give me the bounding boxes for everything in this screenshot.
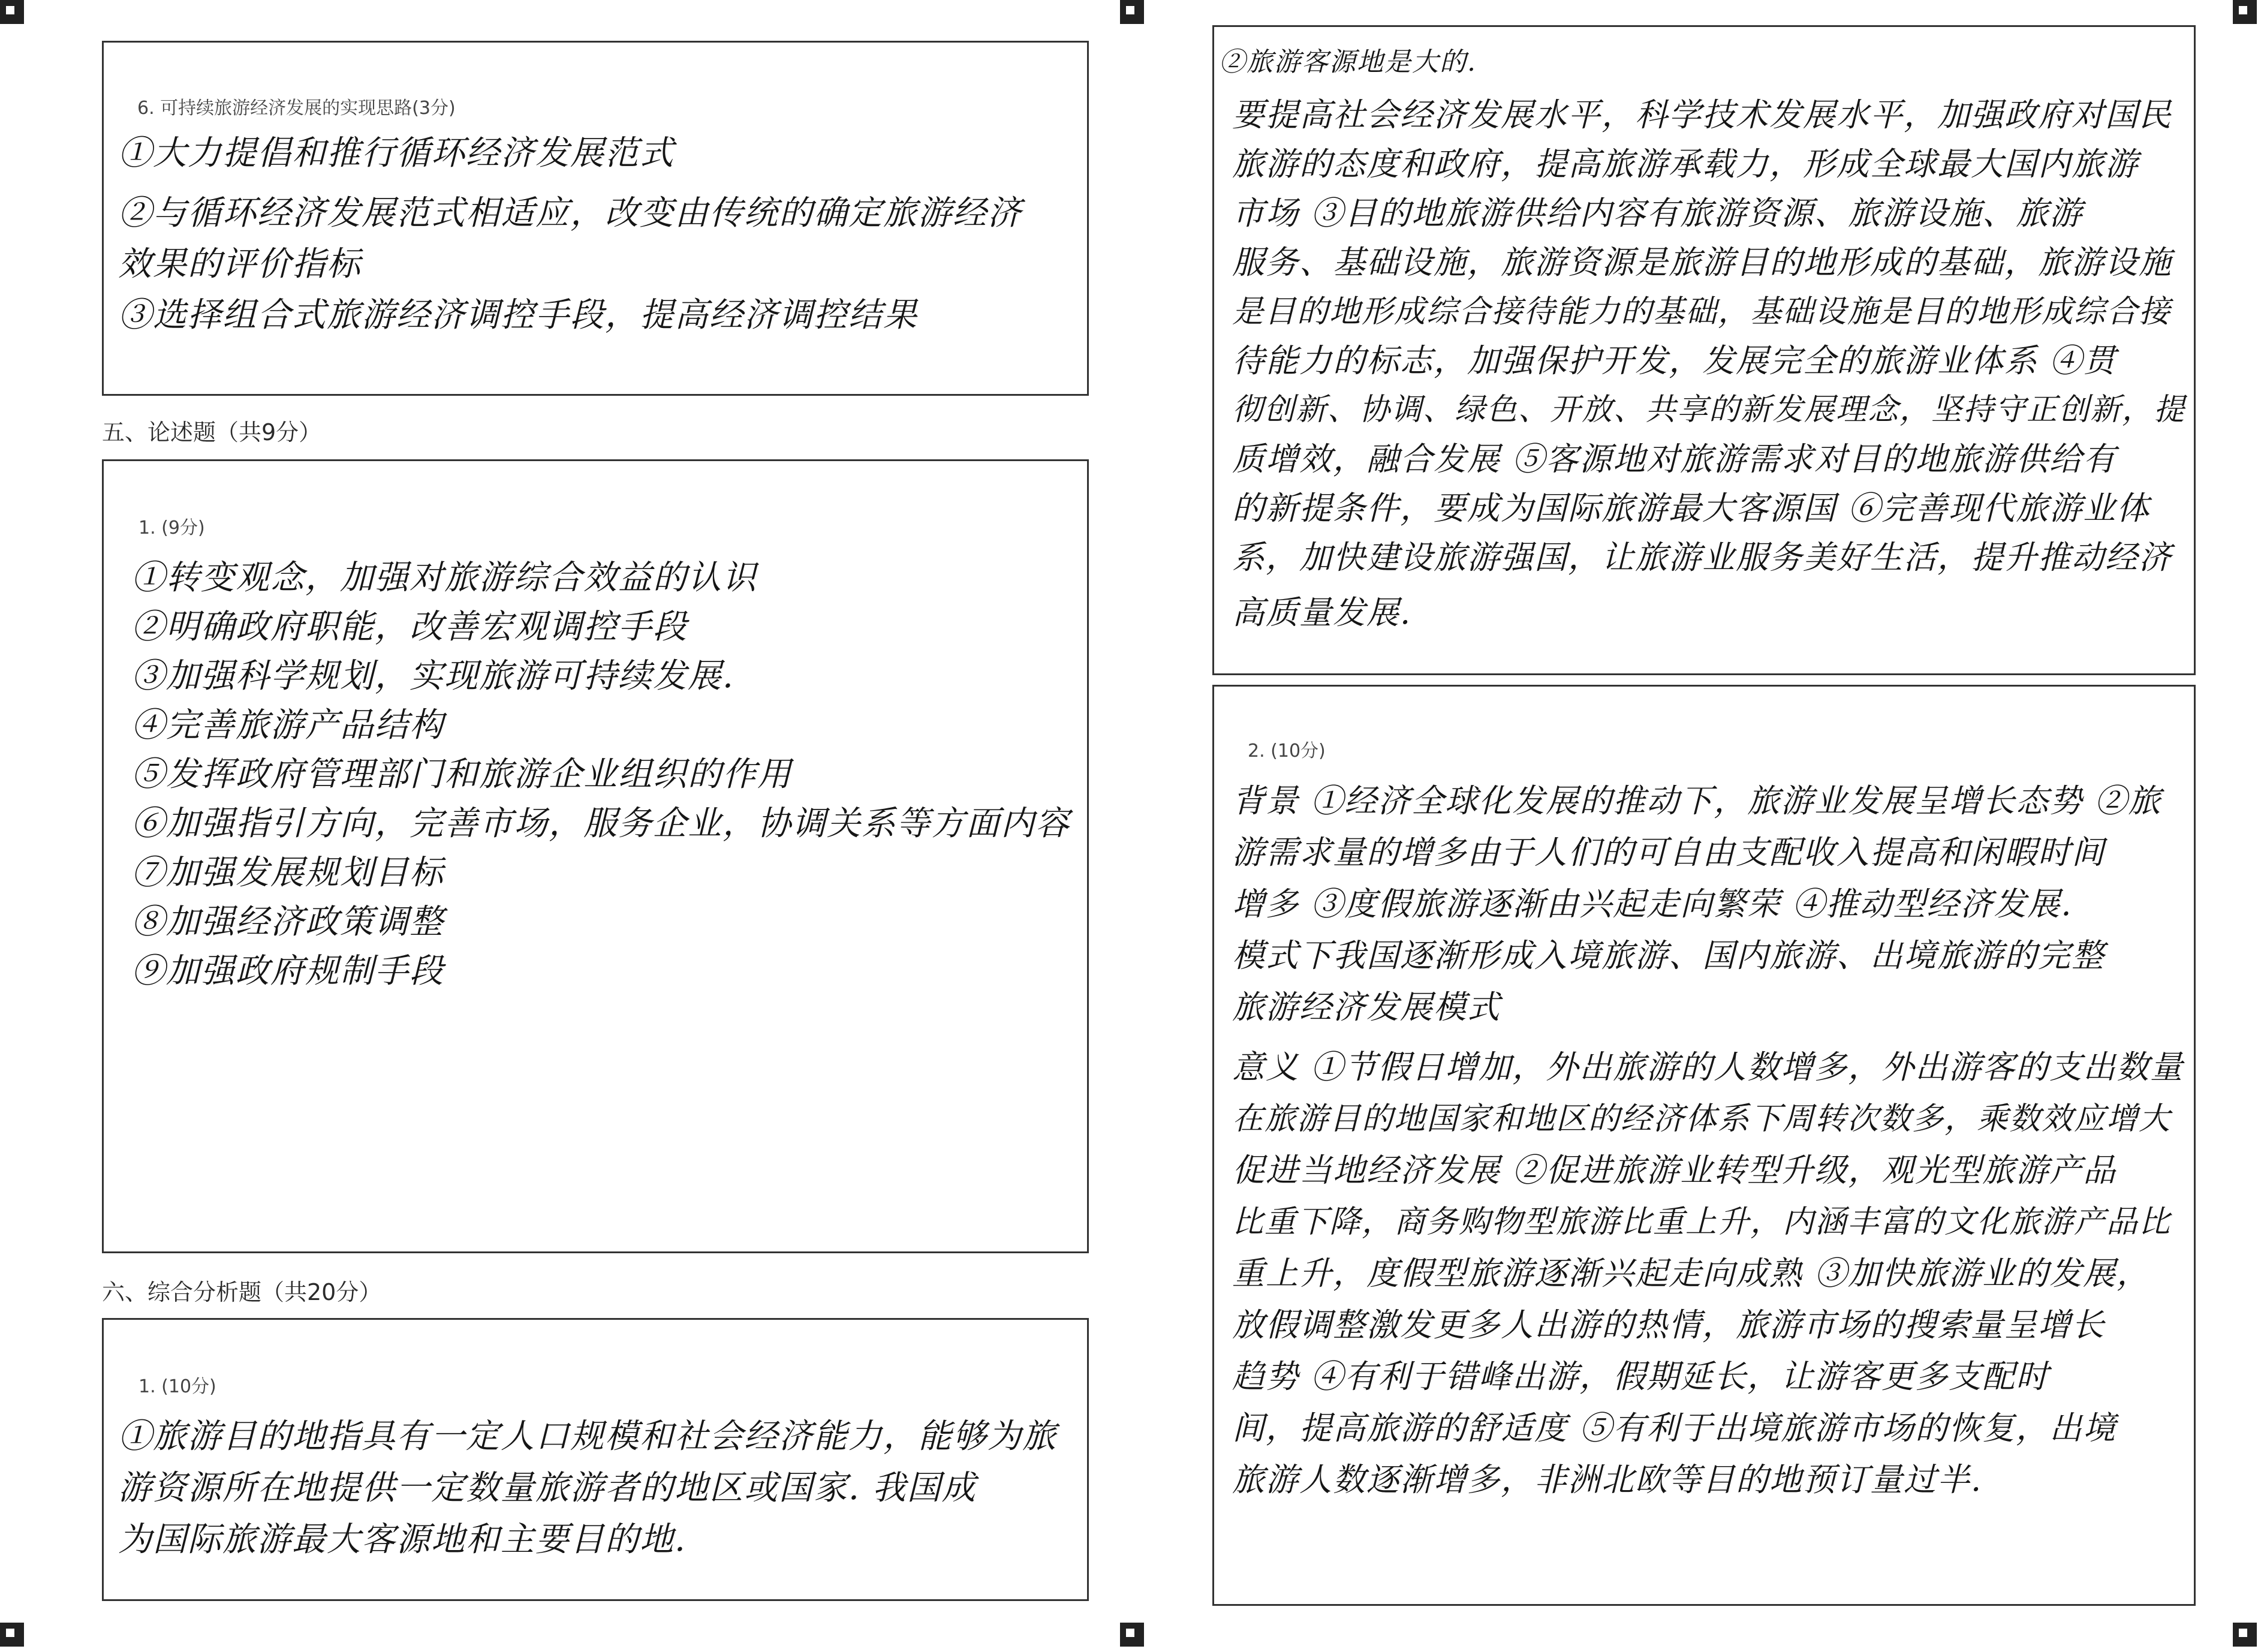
handwritten-line: 是目的地形成综合接待能力的基础，基础设施是目的地形成综合接	[1232, 294, 2172, 330]
handwritten-line: 彻创新、协调、绿色、开放、共享的新发展理念，坚持守正创新，提	[1232, 392, 2186, 428]
handwritten-line: 增多 ③度假旅游逐渐由兴起走向繁荣 ④推动型经济发展.	[1232, 885, 2073, 923]
handwritten-line: 意义 ①节假日增加，外出旅游的人数增多，外出游客的支出数量	[1232, 1048, 2184, 1086]
registration-marker-top-center	[1120, 0, 1144, 24]
registration-marker-bottom-left	[0, 1623, 24, 1647]
handwritten-line: ③加强科学规划，实现旅游可持续发展.	[131, 657, 734, 696]
handwritten-line: ⑥加强指引方向，完善市场，服务企业，协调关系等方面内容	[131, 804, 1070, 843]
handwritten-line: 重上升，度假型旅游逐渐兴起走向成熟 ③加快旅游业的发展，	[1232, 1254, 2151, 1292]
registration-marker-bottom-right	[2233, 1623, 2257, 1647]
handwritten-line: 在旅游目的地国家和地区的经济体系下周转次数多，乘数效应增大	[1232, 1101, 2172, 1137]
handwritten-line: 游需求量的增多由于人们的可自由支配收入提高和闲暇时间	[1232, 833, 2105, 871]
handwritten-line: 为国际旅游最大客源地和主要目的地.	[118, 1520, 687, 1559]
handwritten-line: ⑧加强经济政策调整	[131, 902, 444, 941]
handwritten-line: 背景 ①经济全球化发展的推动下，旅游业发展呈增长态势 ②旅	[1232, 782, 2162, 820]
registration-marker-top-left	[0, 0, 24, 24]
question-label-analysis-1: 1. (10分)	[139, 1376, 216, 1397]
handwritten-line: 趋势 ④有利于错峰出游，假期延长，让游客更多支配时	[1232, 1358, 2050, 1395]
handwritten-line: ⑤发挥政府管理部门和旅游企业组织的作用	[131, 755, 792, 794]
handwritten-line: 旅游的态度和政府，提高旅游承载力，形成全球最大国内旅游	[1232, 145, 2139, 183]
registration-marker-bottom-center	[1120, 1623, 1144, 1647]
handwritten-line: 市场 ③目的地旅游供给内容有旅游资源、旅游设施、旅游	[1232, 194, 2084, 232]
handwritten-line: 要提高社会经济发展水平，科学技术发展水平，加强政府对国民	[1232, 96, 2172, 134]
handwritten-line: ③选择组合式旅游经济调控手段，提高经济调控结果	[118, 296, 918, 335]
question-label-essay-1: 1. (9分)	[139, 517, 205, 538]
handwritten-line: 高质量发展.	[1232, 594, 1412, 631]
section-heading-essay: 五、论述题（共9分）	[102, 419, 322, 446]
handwritten-line: 服务、基础设施，旅游资源是旅游目的地形成的基础，旅游设施	[1232, 243, 2172, 281]
handwritten-line: ①大力提倡和推行循环经济发展范式	[118, 134, 675, 173]
answer-box-essay-1	[102, 459, 1089, 1253]
handwritten-line: 模式下我国逐渐形成入境旅游、国内旅游、出境旅游的完整	[1232, 937, 2105, 974]
handwritten-line: ②明确政府职能，改善宏观调控手段	[131, 607, 688, 646]
handwritten-line: 质增效，融合发展 ⑤客源地对旅游需求对目的地旅游供给有	[1232, 440, 2117, 478]
handwritten-line: 待能力的标志，加强保护开发，发展完全的旅游业体系 ④贯	[1232, 342, 2117, 380]
handwritten-line: 旅游经济发展模式	[1232, 988, 1501, 1026]
handwritten-line: ⑦加强发展规划目标	[131, 853, 444, 892]
handwritten-line: 游资源所在地提供一定数量旅游者的地区或国家. 我国成	[118, 1469, 977, 1507]
handwritten-line: ①旅游目的地指具有一定人口规模和社会经济能力，能够为旅	[118, 1417, 1057, 1456]
handwritten-line: 系，加快建设旅游强国，让旅游业服务美好生活，提升推动经济	[1232, 538, 2172, 576]
handwritten-line: 效果的评价指标	[118, 245, 362, 284]
registration-marker-top-right	[2233, 0, 2257, 24]
handwritten-line: ⑨加强政府规制手段	[131, 952, 444, 991]
handwritten-line: 的新提条件，要成为国际旅游最大客源国 ⑥完善现代旅游业体	[1232, 489, 2151, 527]
answer-box-analysis-2	[1212, 685, 2196, 1606]
section-heading-analysis: 六、综合分析题（共20分）	[102, 1279, 382, 1305]
handwritten-line: 旅游人数逐渐增多，非洲北欧等目的地预订量过半.	[1232, 1461, 1983, 1498]
handwritten-line: 促进当地经济发展 ②促进旅游业转型升级，观光型旅游产品	[1232, 1151, 2117, 1189]
handwritten-line: ④完善旅游产品结构	[131, 706, 444, 745]
handwritten-line: ②旅游客源地是大的.	[1219, 47, 1477, 77]
handwritten-line: 放假调整激发更多人出游的热情，旅游市场的搜索量呈增长	[1232, 1306, 2105, 1344]
handwritten-line: 比重下降，商务购物型旅游比重上升，内涵丰富的文化旅游产品比	[1232, 1204, 2172, 1240]
handwritten-line: 间，提高旅游的舒适度 ⑤有利于出境旅游市场的恢复，出境	[1232, 1409, 2117, 1447]
question-label-q6: 6. 可持续旅游经济发展的实现思路(3分)	[137, 98, 456, 119]
answer-box-analysis-1	[102, 1318, 1089, 1601]
answer-box-q6	[102, 41, 1089, 396]
answer-box-continuation	[1212, 25, 2196, 675]
handwritten-line: ①转变观念，加强对旅游综合效益的认识	[131, 558, 757, 597]
question-label-analysis-2: 2. (10分)	[1248, 741, 1326, 762]
handwritten-line: ②与循环经济发展范式相适应，改变由传统的确定旅游经济	[118, 194, 1022, 233]
